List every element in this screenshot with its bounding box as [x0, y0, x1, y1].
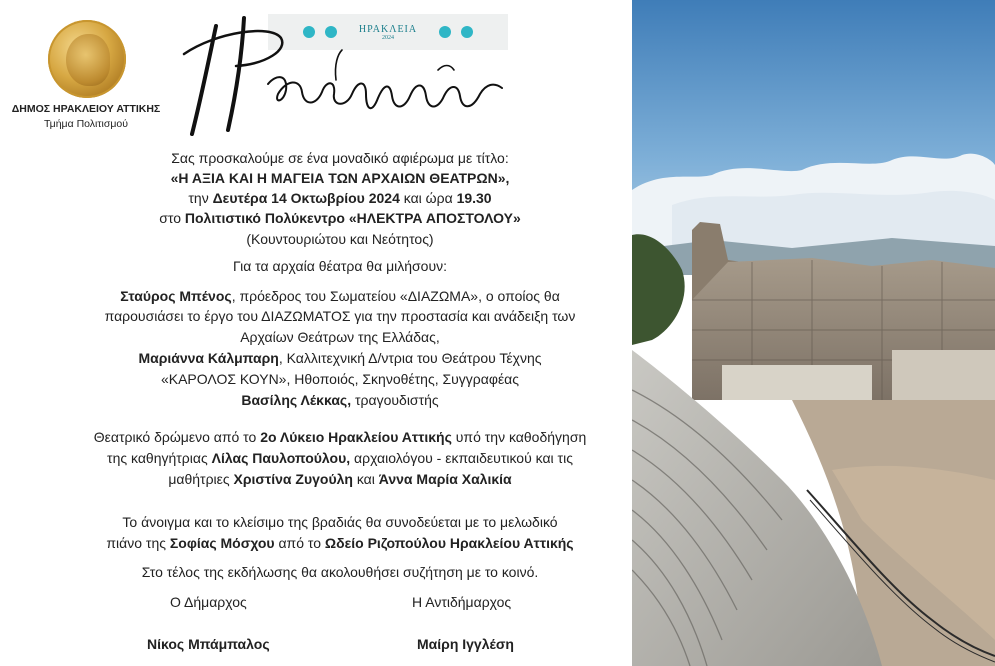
music-line-1: Το άνοιγμα και το κλείσιμο της βραδιάς θα συνοδεύεται με το μελωδικό: [122, 514, 558, 530]
conservatory-name: Ωδείο Ριζοπούλου Ηρακλείου Αττικής: [324, 535, 574, 551]
ancient-theatre-photo: [632, 0, 995, 666]
music-line-2: [40, 533, 640, 554]
banner-name: ΗΡΑΚΛΕΙΑ: [358, 23, 418, 35]
student-2-name: Άννα Μαρία Χαλικία: [378, 471, 512, 487]
event-title-text: «Η ΑΞΙΑ ΚΑΙ Η ΜΑΓΕΙΑ ΤΩΝ ΑΡΧΑΙΩΝ ΘΕΑΤΡΩΝ»,: [170, 170, 510, 186]
performance-line-2: [40, 448, 640, 469]
org-name: ΔΗΜΟΣ ΗΡΑΚΛΕΙΟΥ ΑΤΤΙΚΗΣ: [11, 103, 161, 115]
speaker-2-text: , Καλλιτεχνική Δ/ντρια του Θεάτρου Τέχνης: [278, 350, 542, 366]
time-prefix: και ώρα: [399, 190, 457, 206]
speakers-heading: Για τα αρχαία θέατρα θα μιλήσουν:: [232, 258, 448, 274]
speaker-1-line-2: παρουσιάσει το έργο του ΔΙΑΖΩΜΑΤΟΣ για την προστασία και ανάδειξη των: [104, 308, 576, 324]
speaker-1-text: , πρόεδρος του Σωματείου «ΔΙΑΖΩΜΑ», ο οποίος θα: [231, 288, 560, 304]
performance-text: υπό την καθοδήγηση: [451, 429, 587, 445]
music-text: από το: [274, 535, 325, 551]
speaker-1-line-1: [40, 286, 640, 307]
municipality-seal-icon: [48, 20, 126, 98]
event-date: Δευτέρα 14 Οκτωβρίου 2024: [212, 190, 400, 206]
script-title-invitation: [176, 14, 516, 140]
performance-text: της καθηγήτριας: [107, 450, 212, 466]
speaker-3-name: Βασίλης Λέκκας,: [241, 392, 352, 408]
performance-text: Θεατρικό δρώμενο από το: [93, 429, 261, 445]
speaker-1-name: Σταύρος Μπένος: [120, 288, 232, 304]
event-title: [40, 168, 640, 189]
speaker-2-line-2: «ΚΑΡΟΛΟΣ ΚΟΥΝ», Ηθοποιός, Σκηνοθέτης, Συγγραφέας: [160, 371, 520, 387]
speaker-1-line-3: Αρχαίων Θεάτρων της Ελλάδας,: [240, 329, 440, 345]
performance-line-1: [40, 427, 640, 448]
performance-text: μαθήτριες: [168, 471, 234, 487]
speaker-3-line: [40, 390, 640, 411]
music-text: πιάνο της: [106, 535, 170, 551]
closing-line: Στο τέλος της εκδήλωσης θα ακολουθήσει συζήτηση με το κοινό.: [141, 564, 539, 580]
event-date-line: [40, 188, 640, 209]
school-name: 2ο Λύκειο Ηρακλείου Αττικής: [260, 429, 452, 445]
performance-text: αρχαιολόγου - εκπαιδευτικού και τις: [350, 450, 573, 466]
mayor-title: Ο Δήμαρχος: [170, 594, 247, 610]
speaker-2-line-1: [40, 348, 640, 369]
mayor-name: Νίκος Μπάμπαλος: [147, 636, 270, 652]
date-prefix: την: [188, 190, 213, 206]
performance-text: και: [352, 471, 379, 487]
org-department: Τμήμα Πολιτισμού: [44, 118, 128, 130]
venue-address: (Κουντουριώτου και Νεότητος): [246, 231, 434, 247]
teacher-name: Λίλας Παυλοπούλου,: [211, 450, 351, 466]
theatre-image: [632, 0, 995, 666]
pianist-name: Σοφίας Μόσχου: [169, 535, 275, 551]
event-time: 19.30: [456, 190, 492, 206]
intro-line: Σας προσκαλούμε σε ένα μοναδικό αφιέρωμα με τίτλο:: [171, 150, 509, 166]
venue-name: Πολιτιστικό Πολύκεντρο «ΗΛΕΚΤΡΑ ΑΠΟΣΤΟΛΟΥ»: [184, 210, 521, 226]
deputy-mayor-title: Η Αντιδήμαρχος: [412, 594, 512, 610]
student-1-name: Χριστίνα Ζυγούλη: [233, 471, 353, 487]
speaker-2-name: Μαριάννα Κάλμπαρη: [138, 350, 279, 366]
performance-line-3: [40, 469, 640, 490]
speaker-3-text: τραγουδιστής: [351, 392, 439, 408]
venue-line: [40, 208, 640, 229]
deputy-mayor-name: Μαίρη Ιγγλέση: [417, 636, 514, 652]
banner-year: 2024: [381, 34, 394, 41]
venue-prefix: στο: [159, 210, 185, 226]
